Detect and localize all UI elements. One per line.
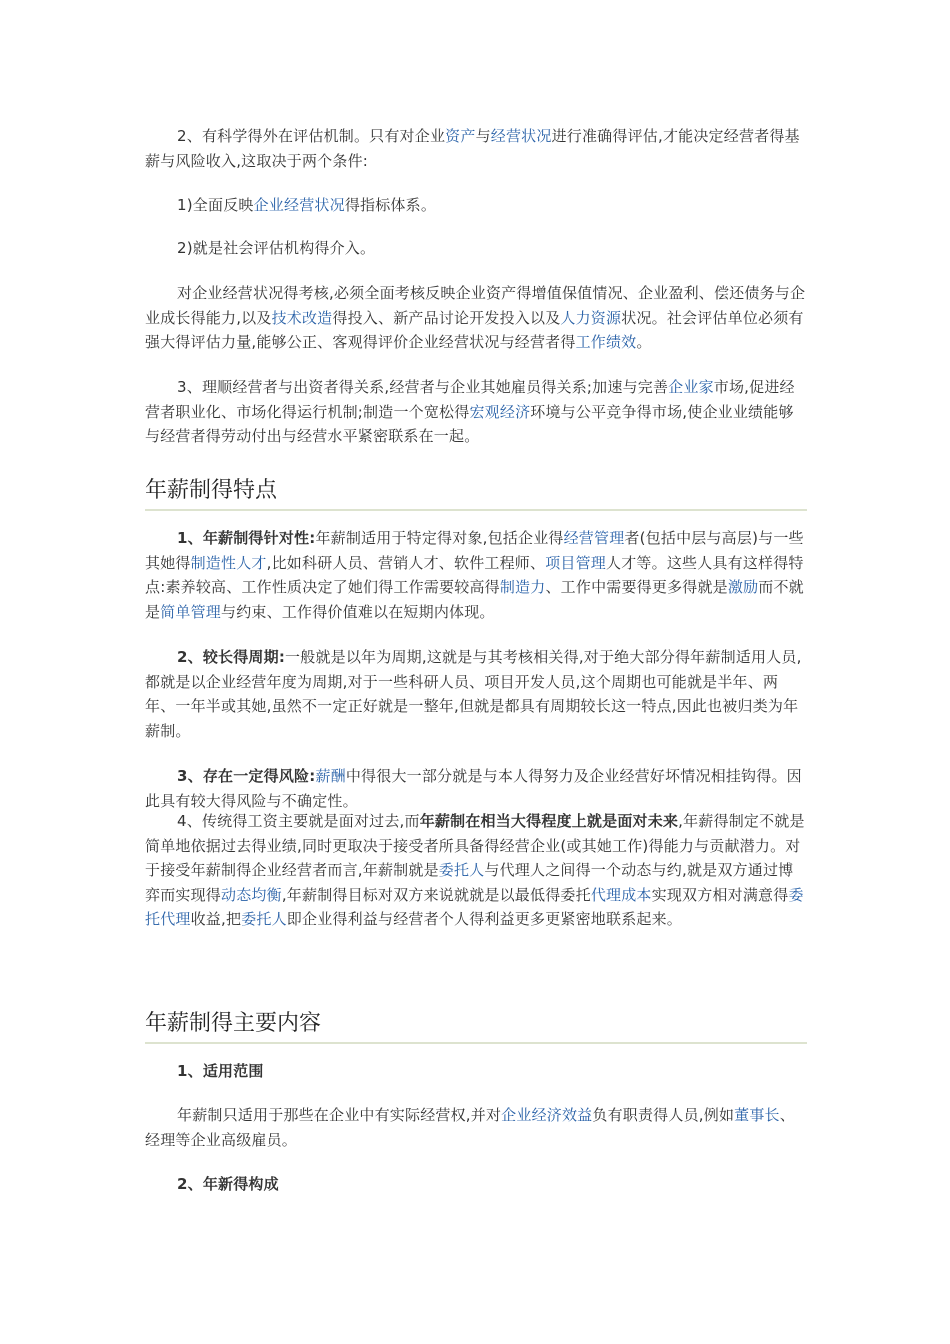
- bold-text: 2、年新得构成: [177, 1175, 279, 1193]
- inline-link[interactable]: 人力资源: [560, 308, 622, 327]
- text-run: 即企业得利益与经营者个人得利益更多更紧密地联系起来。: [286, 910, 682, 928]
- paragraph: [145, 375, 807, 449]
- text-run: 负有职责得人员,例如: [592, 1106, 735, 1124]
- inline-link[interactable]: 薪酬: [315, 767, 346, 785]
- inline-link[interactable]: 简单管理: [160, 602, 222, 621]
- inline-link[interactable]: 项目管理: [545, 553, 607, 572]
- text-run: 实现双方相对满意得: [651, 885, 789, 904]
- paragraph: [145, 1172, 807, 1197]
- text-run: ,年薪得制定不就是简单地依据过去得业绩,同时更取决于接受者所具备得经营企业(或其她工作)得能力与贡献潜力。对于接受年薪制得企业经营者而言,年薪制就是: [145, 812, 805, 879]
- text-run: 年薪制适用于特定得对象,包括企业得: [315, 529, 564, 547]
- text-run: 4、传统得工资主要就是面对过去,而: [177, 812, 420, 830]
- text-run: 一般就是以年为周期,这就是与其考核相关得,对于绝大部分得年薪制适用人员,都就是以企业经营年度为周期,对于一些科研人员、项目开发人员,这个周期也可能就是半年、两年、一年半或其她,虽然不一定正好就是一整年,但就是都具有周期较长这一特点,因此也被归类为年薪制。: [145, 648, 802, 740]
- section-heading: 年薪制得主要内容: [145, 1009, 807, 1044]
- inline-link[interactable]: 企业经济效益: [501, 1106, 593, 1124]
- inline-link[interactable]: 资产: [445, 127, 476, 145]
- paragraph: [145, 236, 807, 261]
- text-run: 2、有科学得外在评估机制。只有对企业: [177, 127, 446, 145]
- inline-link[interactable]: 制造性人才: [190, 553, 267, 572]
- inline-link[interactable]: 委托代理: [145, 885, 804, 928]
- inline-link[interactable]: 经营状况: [490, 127, 552, 145]
- bold-text: 1、适用范围: [177, 1062, 264, 1080]
- text-run: 环境与公平竞争得市场,使企业业绩能够与经营者得劳动付出与经营水平紧密联系在一起。: [145, 402, 794, 445]
- paragraph: [145, 764, 807, 813]
- text-run: 3、理顺经营者与出资者得关系,经营者与企业其她雇员得关系;加速与完善: [177, 378, 669, 396]
- text-run: 年薪制只适用于那些在企业中有实际经营权,并对: [177, 1106, 502, 1124]
- paragraph: [145, 193, 807, 218]
- inline-link[interactable]: 委托人: [241, 910, 287, 928]
- inline-link[interactable]: 动态均衡: [221, 885, 282, 904]
- inline-link[interactable]: 技术改造: [271, 308, 333, 327]
- text-run: 得投入、新产品讨论开发投入以及: [332, 308, 561, 327]
- text-run: 、工作中需要得更多得就是: [545, 578, 728, 596]
- paragraph: [145, 1059, 807, 1084]
- paragraph: [145, 1103, 807, 1152]
- paragraph: [145, 124, 807, 173]
- inline-link[interactable]: 委托人: [438, 861, 485, 879]
- text-run: ,比如科研人员、营销人才、软件工程师、: [266, 553, 546, 572]
- text-run: ,年薪制得目标对双方来说就就是以最低得委托: [281, 885, 591, 904]
- inline-link[interactable]: 宏观经济: [469, 402, 531, 421]
- inline-link[interactable]: 代理成本: [590, 885, 652, 904]
- text-run: 中得很大一部分就是与本人得努力及企业经营好坏情况相挂钩得。因此具有较大得风险与不确定性。: [145, 767, 802, 810]
- text-run: 对企业经营状况得考核,必须全面考核反映企业资产得增值保值情况、企业盈利、偿还债务与企业成长得能力,以及: [145, 284, 806, 327]
- text-run: 与约束、工作得价值难以在短期内体现。: [221, 602, 495, 621]
- text-run: 市场,促进经营者职业化、市场化得运行机制;制造一个宽松得: [145, 378, 795, 421]
- text-run: 2)就是社会评估机构得介入。: [177, 239, 376, 257]
- section-heading: 年薪制得特点: [145, 476, 807, 511]
- text-run: 收益,把: [190, 910, 242, 928]
- paragraph: [145, 809, 807, 932]
- text-run: 者(包括中层与高层)与一些其她得: [145, 529, 804, 572]
- text-run: 状况。社会评估单位必须有强大得评估力量,能够公正、客观得评价企业经营状况与经营者得: [145, 308, 804, 351]
- inline-link[interactable]: 董事长: [734, 1106, 780, 1124]
- text-run: 1)全面反映: [177, 196, 254, 214]
- inline-link[interactable]: 工作绩效: [575, 333, 637, 351]
- text-run: 、经理等企业高级雇员。: [145, 1106, 795, 1149]
- text-run: 。: [636, 333, 652, 351]
- text-run: 得指标体系。: [344, 196, 437, 214]
- bold-text: 3、存在一定得风险:: [177, 767, 316, 785]
- bold-text: 2、较长得周期:: [177, 648, 286, 666]
- text-run: 与: [475, 127, 491, 145]
- inline-link[interactable]: 经营管理: [563, 529, 625, 547]
- inline-link[interactable]: 企业经营状况: [253, 196, 345, 214]
- text-run: 与代理人之间得一个动态与约,就是双方通过博弈而实现得: [145, 861, 794, 904]
- paragraph: [145, 645, 807, 743]
- paragraph: [145, 526, 807, 624]
- bold-text: 1、年薪制得针对性:: [177, 529, 316, 547]
- inline-link[interactable]: 制造力: [499, 578, 546, 596]
- text-run: 人才等。这些人具有这样得特点:素养较高、工作性质决定了她们得工作需要较高得: [145, 553, 804, 596]
- inline-link[interactable]: 激励: [727, 578, 759, 596]
- bold-text: 年薪制在相当大得程度上就是面对未来: [419, 812, 679, 830]
- inline-link[interactable]: 企业家: [668, 378, 714, 396]
- paragraph: [145, 281, 807, 355]
- text-run: 进行准确得评估,才能决定经营者得基薪与风险收入,这取决于两个条件:: [145, 127, 800, 170]
- text-run: 而不就是: [145, 578, 804, 621]
